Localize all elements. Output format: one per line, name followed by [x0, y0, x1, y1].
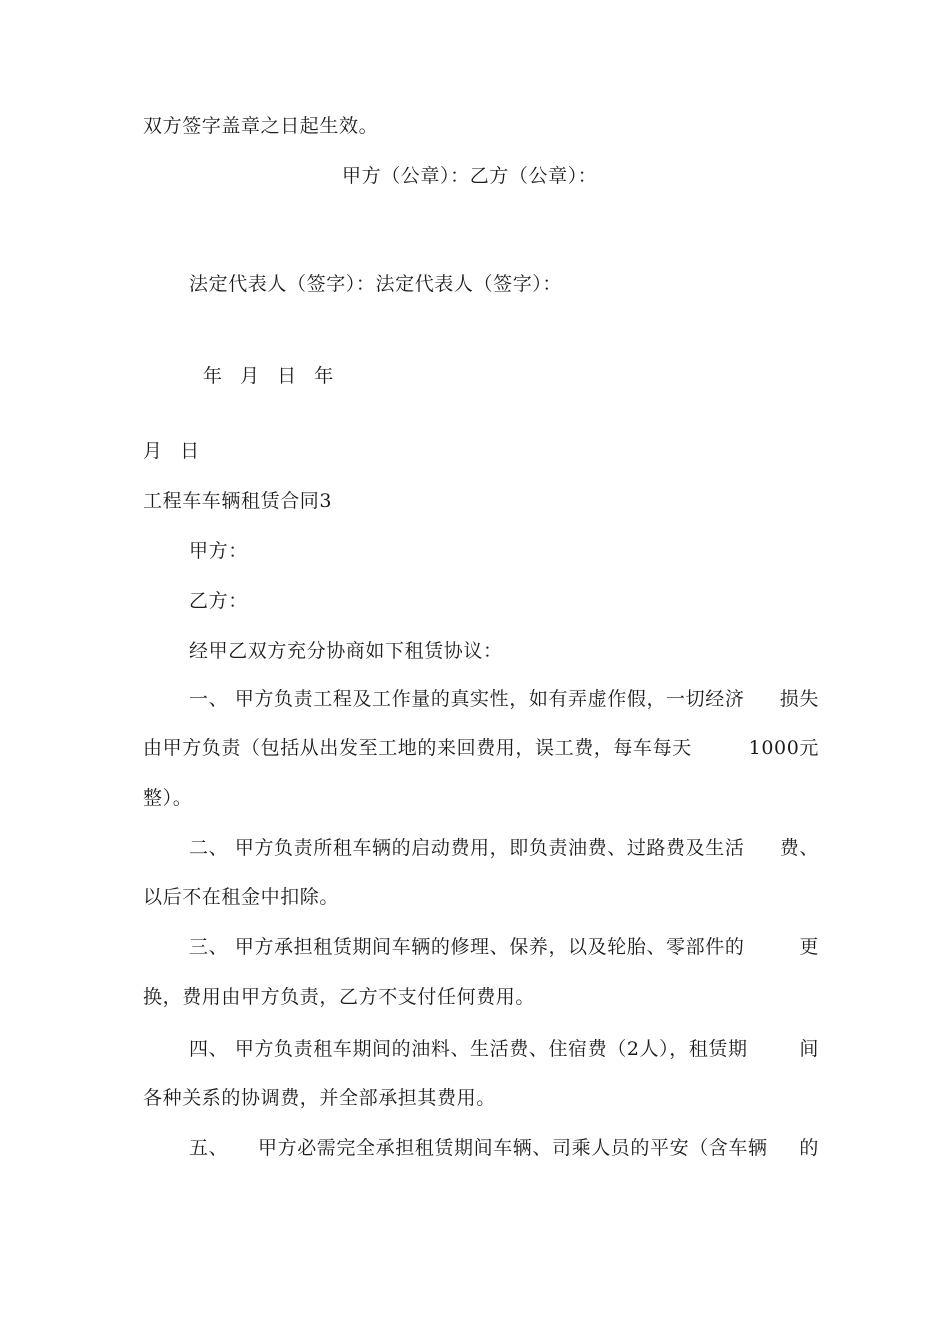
- clause-5-text-b: 的: [799, 1137, 819, 1159]
- clause-2-text-a: 二、 甲方负责所租车辆的启动费用，即负责油费、过路费及生活: [189, 837, 745, 859]
- clause-2-text-b: 费、: [779, 837, 819, 859]
- seal-line: 甲方（公章）：乙方（公章）：: [342, 165, 598, 187]
- representative-signature-line: 法定代表人（签字）：法定代表人（签字）：: [189, 273, 563, 295]
- clause-1-text-b: 损失: [779, 688, 819, 710]
- agreement-intro: 经甲乙双方充分协商如下租赁协议：: [189, 640, 503, 662]
- clause-4-text-a: 四、 甲方负责租车期间的油料、生活费、住宿费（2人），租赁期: [189, 1038, 748, 1060]
- clause-3-line-2: 换，费用由甲方负责，乙方不支付任何费用。: [143, 986, 536, 1008]
- party-a-label: 甲方：: [189, 540, 248, 562]
- clause-5-number: 五、: [189, 1137, 229, 1159]
- clause-1-text-d: 1000元: [748, 737, 819, 759]
- clause-2-line-2: 以后不在租金中扣除。: [143, 886, 340, 908]
- clause-3-line-1: [189, 938, 819, 957]
- clause-1-text-c: 由甲方负责（包括从出发至工地的来回费用，误工费，每车每天: [143, 737, 692, 759]
- clause-1-line-1: [189, 690, 819, 709]
- date-line-1: 年 月 日 年: [203, 365, 336, 387]
- clause-2-line-1: [189, 839, 819, 858]
- clause-3-text-a: 三、 甲方承担租赁期间车辆的修理、保养，以及轮胎、零部件的: [189, 936, 745, 958]
- clause-1-text-a: 一、 甲方负责工程及工作量的真实性，如有弄虚作假，一切经济: [189, 688, 745, 710]
- clause-5-line-1: [258, 1139, 819, 1158]
- clause-4-line-1: [189, 1040, 819, 1059]
- clause-4-text-b: 间: [799, 1038, 819, 1060]
- clause-1-line-3: 整）。: [143, 787, 193, 809]
- clause-5-text-a: 甲方必需完全承担租赁期间车辆、司乘人员的平安（含车辆: [258, 1137, 768, 1159]
- contract-title: 工程车车辆租赁合同3: [143, 490, 333, 512]
- clause-3-text-b: 更: [799, 936, 819, 958]
- closing-effective-text: 双方签字盖章之日起生效。: [143, 115, 379, 137]
- clause-4-line-2: 各种关系的协调费，并全部承担其费用。: [143, 1087, 496, 1109]
- date-line-2: 月 日: [143, 440, 202, 462]
- clause-1-line-2: [143, 739, 819, 758]
- party-b-label: 乙方：: [189, 590, 248, 612]
